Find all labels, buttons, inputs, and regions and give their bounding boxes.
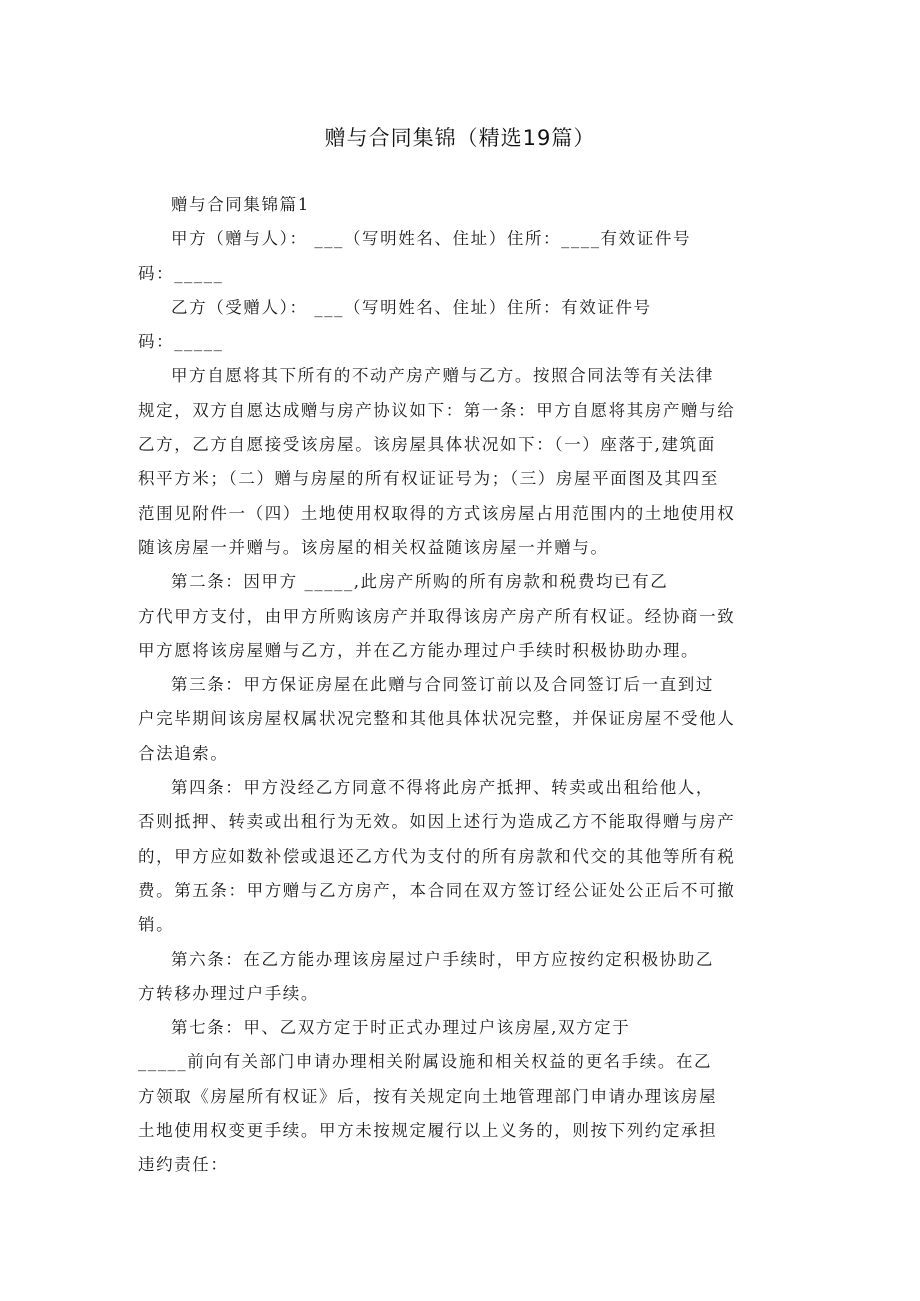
paragraph-line: 随该房屋一并赠与。该房屋的相关权益随该房屋一并赠与。: [138, 537, 609, 557]
section-heading: 赠与合同集锦篇1: [171, 195, 310, 214]
paragraph-line: 销。: [138, 915, 175, 935]
paragraph-line: 方代甲方支付，由甲方所购该房产并取得该房产房产所有权证。经协商一致: [138, 606, 736, 626]
paragraph-line: 土地使用权变更手续。甲方未按规定履行以上义务的，则按下列约定承担: [138, 1121, 718, 1141]
paragraph-line: 第二条：因甲方 _____,此房产所购的所有房款和税费均已有乙: [171, 572, 669, 592]
paragraph-line: 违约责任：: [138, 1155, 229, 1175]
paragraph-line: 方领取《房屋所有权证》后，按有关规定向土地管理部门申请办理该房屋: [138, 1086, 718, 1106]
paragraph-line: 范围见附件一（四）土地使用权取得的方式该房屋占用范围内的土地使用权: [138, 503, 736, 523]
paragraph-line: 甲方愿将该房屋赠与乙方，并在乙方能办理过户手续时积极协助办理。: [138, 640, 700, 660]
paragraph-line: 方转移办理过户手续。: [138, 983, 319, 1003]
document-title: 赠与合同集锦（精选19篇）: [324, 126, 596, 150]
party-b-line: 码：_____: [138, 332, 224, 352]
paragraph-line: 甲方自愿将其下所有的不动产房产赠与乙方。按照合同法等有关法律: [171, 366, 714, 386]
paragraph-line: 否则抵押、转卖或出租行为无效。如因上述行为造成乙方不能取得赠与房产: [138, 812, 736, 832]
paragraph-line: 乙方，乙方自愿接受该房屋。该房屋具体状况如下：（一）座落于,建筑面: [138, 435, 716, 455]
paragraph-line: _____前向有关部门申请办理相关附属设施和相关权益的更名手续。在乙: [138, 1052, 713, 1072]
paragraph-line: 的，甲方应如数补偿或退还乙方代为支付的所有房款和代交的其他等所有税: [138, 846, 736, 866]
paragraph-line: 第六条：在乙方能办理该房屋过户手续时，甲方应按约定积极协助乙: [171, 949, 714, 969]
paragraph-line: 户完毕期间该房屋权属状况完整和其他具体状况完整，并保证房屋不受他人: [138, 709, 736, 729]
paragraph-line: 规定，双方自愿达成赠与房产协议如下：第一条：甲方自愿将其房产赠与给: [138, 400, 736, 420]
paragraph-line: 第七条：甲、乙双方定于时正式办理过户该房屋,双方定于: [171, 1018, 631, 1038]
paragraph-line: 第四条：甲方没经乙方同意不得将此房产抵押、转卖或出租给他人，: [171, 778, 714, 798]
party-a-line: 码：_____: [138, 263, 224, 283]
party-b-line: 乙方（受赠人）： ___（写明姓名、住址）住所：有效证件号: [171, 297, 652, 317]
paragraph-line: 积平方米；（二）赠与房屋的所有权证证号为；（三）房屋平面图及其四至: [138, 469, 719, 489]
document-body: [138, 188, 796, 1183]
paragraph-line: 第三条：甲方保证房屋在此赠与合同签订前以及合同签订后一直到过: [171, 675, 714, 695]
paragraph-line: 费。第五条：甲方赠与乙方房产，本合同在双方签订经公证处公正后不可撤: [138, 880, 736, 900]
paragraph-line: 合法追索。: [138, 743, 229, 763]
party-a-line: 甲方（赠与人）： ___（写明姓名、住址）住所：____有效证件号: [171, 229, 692, 249]
